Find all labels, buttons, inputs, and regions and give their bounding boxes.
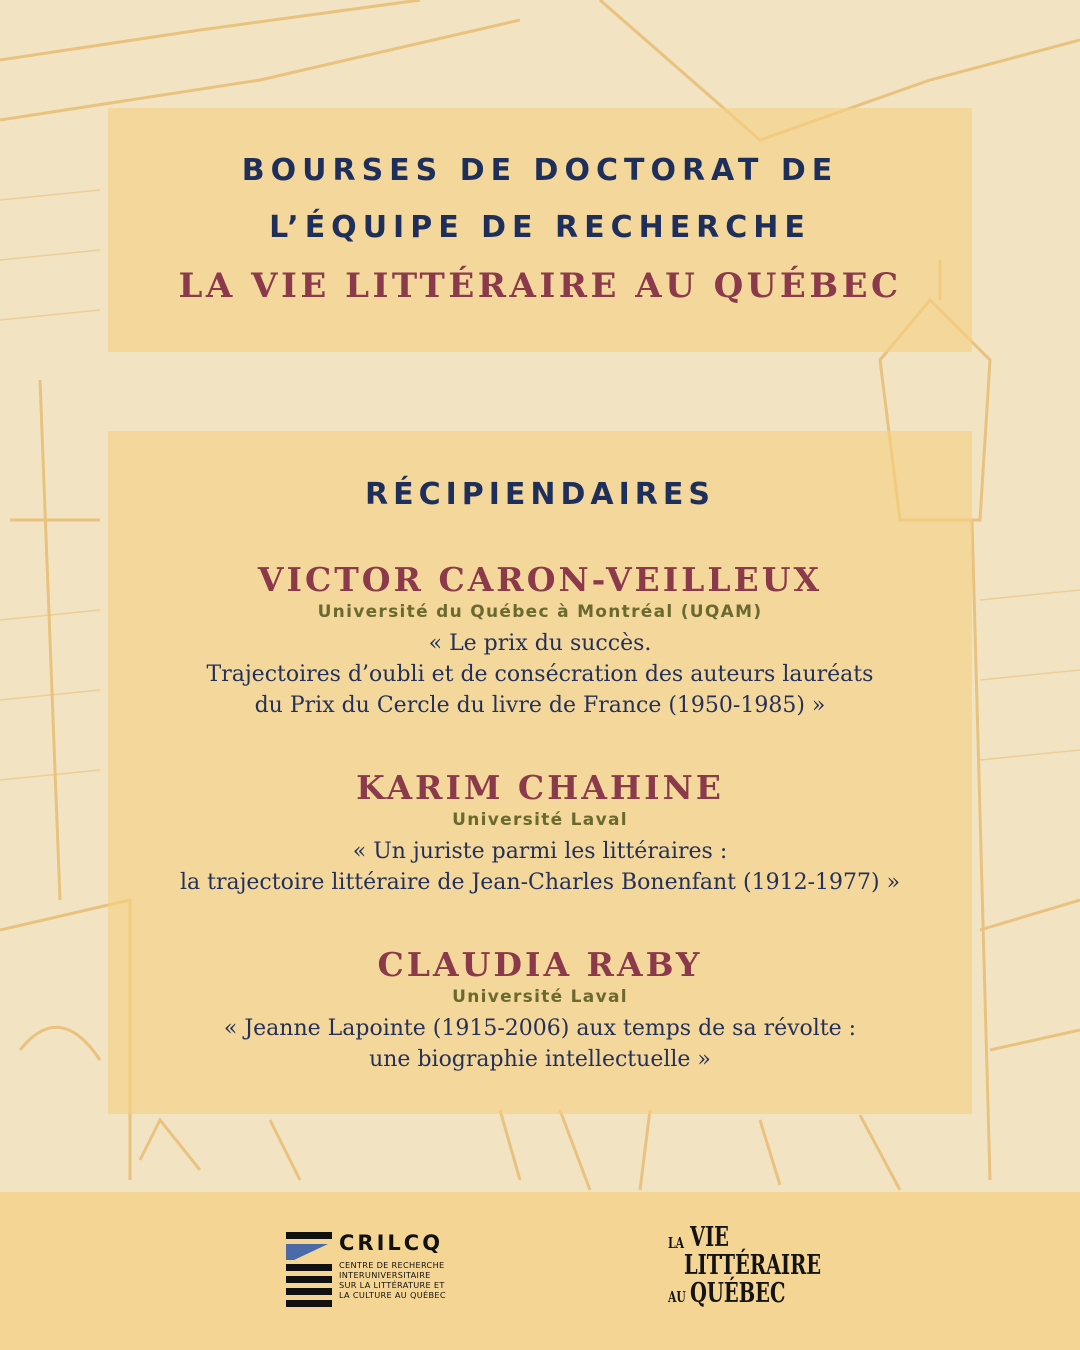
lvlq-quebec: QUÉBEC xyxy=(690,1278,786,1309)
title-line-3: LA VIE LITTÉRAIRE AU QUÉBEC xyxy=(178,266,902,306)
title-line-1: BOURSES DE DOCTORAT DE xyxy=(241,153,839,188)
lvlq-vie: VIE xyxy=(690,1222,730,1253)
lvlq-la: LA xyxy=(668,1234,684,1252)
thesis-line: Trajectoires d’oubli et de consécration des auteurs lauréats xyxy=(206,662,874,687)
thesis-line: la trajectoire littéraire de Jean-Charles Bonenfant (1912-1977) » xyxy=(179,870,901,895)
crilcq-subtitle-line: SUR LA LITTÉRATURE ET xyxy=(339,1280,445,1290)
recipient-university: Université Laval xyxy=(452,810,628,830)
crilcq-subtitle-line: INTERUNIVERSITAIRE xyxy=(339,1270,431,1280)
lvlq-litteraire: LITTÉRAIRE xyxy=(684,1250,822,1281)
recipient-name: VICTOR CARON-VEILLEUX xyxy=(257,560,823,599)
crilcq-mark-icon xyxy=(284,1230,334,1308)
recipient-university: Université du Québec à Montréal (UQAM) xyxy=(317,602,763,622)
thesis-line: une biographie intellectuelle » xyxy=(369,1047,711,1072)
recipient-thesis xyxy=(0,1013,1080,1075)
crilcq-subtitle-line: CENTRE DE RECHERCHE xyxy=(339,1260,445,1270)
recipient-name: KARIM CHAHINE xyxy=(356,768,724,807)
thesis-line: « Le prix du succès. xyxy=(428,631,652,656)
title-line-2: L’ÉQUIPE DE RECHERCHE xyxy=(269,210,811,245)
crilcq-subtitle xyxy=(339,1260,489,1300)
recipients-heading: RÉCIPIENDAIRES xyxy=(364,477,715,512)
recipient-thesis xyxy=(0,836,1080,898)
lvlq-au: AU xyxy=(668,1288,686,1306)
thesis-line: « Un juriste parmi les littéraires : xyxy=(352,839,728,864)
thesis-line: « Jeanne Lapointe (1915-2006) aux temps de sa révolte : xyxy=(223,1016,857,1041)
recipient-university: Université Laval xyxy=(452,987,628,1007)
footer-band xyxy=(0,1192,1080,1350)
recipient-name: CLAUDIA RABY xyxy=(377,945,703,984)
recipient-thesis xyxy=(0,628,1080,721)
lvlq-logo xyxy=(668,1222,838,1314)
crilcq-name: CRILCQ xyxy=(339,1231,444,1255)
crilcq-subtitle-line: LA CULTURE AU QUÉBEC xyxy=(339,1290,446,1300)
thesis-line: du Prix du Cercle du livre de France (1950-1985) » xyxy=(254,693,826,718)
crilcq-logo xyxy=(284,1230,484,1310)
